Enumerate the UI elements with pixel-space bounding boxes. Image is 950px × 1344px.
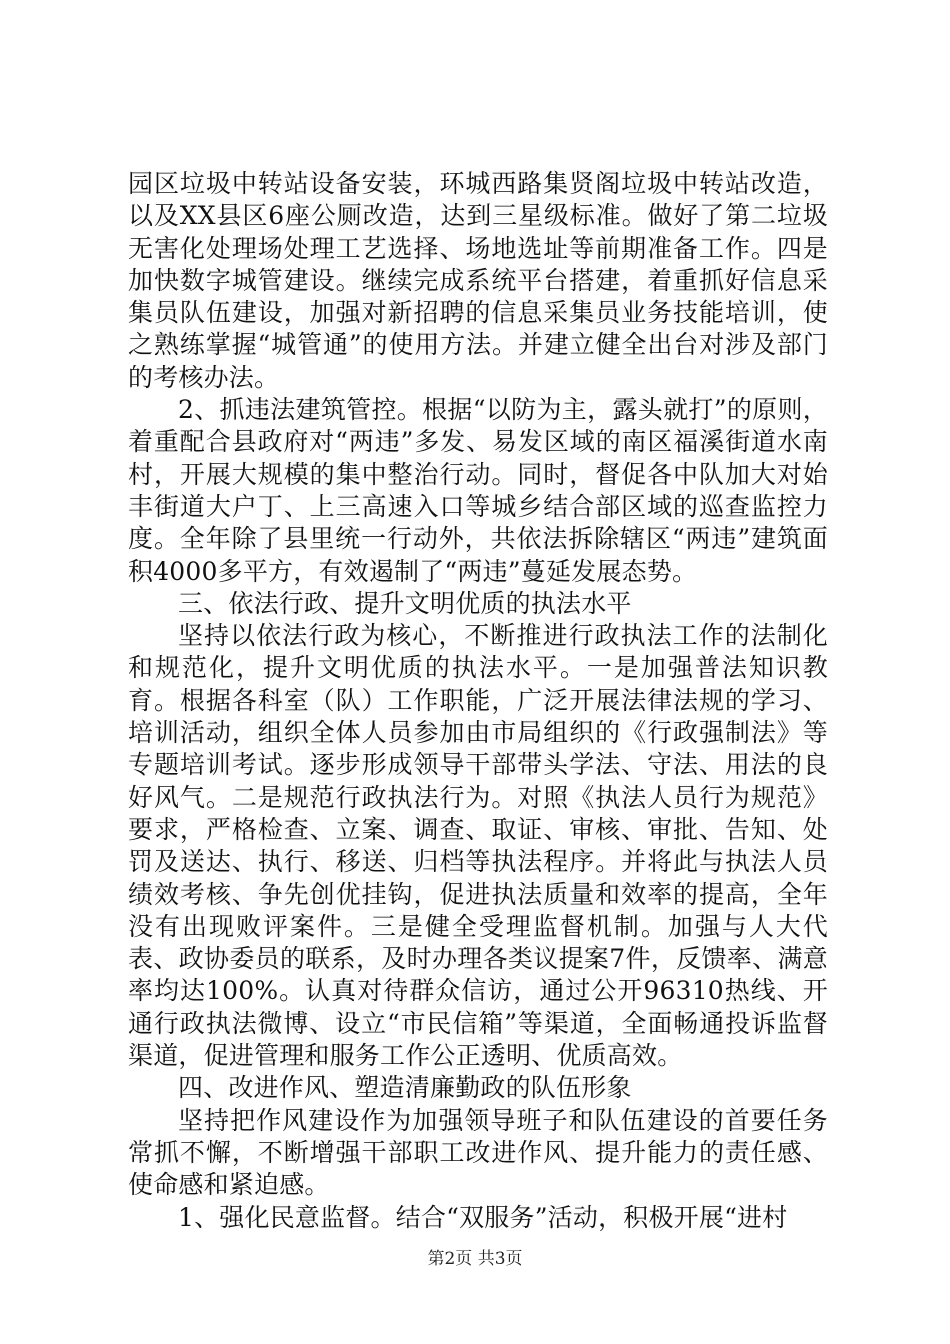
section-heading-3: 三、依法行政、提升文明优质的执法水平	[178, 588, 632, 618]
page-footer: 第2页 共3页	[427, 1249, 523, 1269]
section-heading-4: 四、改进作风、塑造清廉勤政的队伍形象	[178, 1073, 632, 1103]
paragraph-public-supervision: 1、强化民意监督。结合“双服务”活动，积极开展“进村	[178, 1202, 788, 1232]
document-body	[128, 168, 828, 1234]
paragraph-illegal-building-control: 2、抓违法建筑管控。根据“以防为主，露头就打”的原则，着重配合县政府对“两违”多发、易发区域的南区福溪街道水南村，开展大规模的集中整治行动。同时，督促各中队加大对始丰街道大户丁、上三高速入口等城乡结合部区域的巡查监控力度。全年除了县里统一行动外，共依法拆除辖区“两违”建筑面积4000多平方，有效遏制了“两违”蔓延发展态势。	[128, 395, 828, 586]
paragraph-work-style: 坚持把作风建设作为加强领导班子和队伍建设的首要任务常抓不懈，不断增强干部职工改进作风、提升能力的责任感、使命感和紧迫感。	[128, 1105, 828, 1200]
paragraph-law-enforcement: 坚持以依法行政为核心，不断推进行政执法工作的法制化和规范化，提升文明优质的执法水平。一是加强普法知识教育。根据各科室（队）工作职能，广泛开展法律法规的学习、培训活动，组织全体人员参加由市局组织的《行政强制法》等专题培训考试。逐步形成领导干部带头学法、守法、用法的良好风气。二是规范行政执法行为。对照《执法人员行为规范》要求，严格检查、立案、调查、取证、审核、审批、告知、处罚及送达、执行、移送、归档等执法程序。并将此与执法人员绩效考核、争先创优挂钩，促进执法质量和效率的提高，全年没有出现败评案件。三是健全受理监督机制。加强与人大代表、政协委员的联系，及时办理各类议提案7件，反馈率、满意率均达100%。认真对待群众信访，通过公开96310热线、开通行政执法微博、设立“市民信箱”等渠道，全面畅通投诉监督渠道，促进管理和服务工作公正透明、优质高效。	[128, 621, 828, 1071]
paragraph-continuation: 园区垃圾中转站设备安装，环城西路集贤阁垃圾中转站改造，以及XX县区6座公厕改造，达到三星级标准。做好了第二垃圾无害化处理场处理工艺选择、场地选址等前期准备工作。四是加快数字城管建设。继续完成系统平台搭建，着重抓好信息采集员队伍建设，加强对新招聘的信息采集员业务技能培训，使之熟练掌握“城管通”的使用方法。并建立健全出台对涉及部门的考核办法。	[128, 169, 828, 392]
